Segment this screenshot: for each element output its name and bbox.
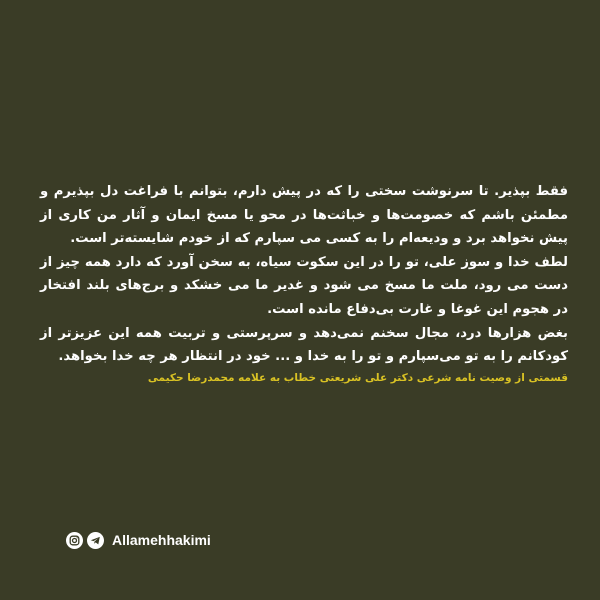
telegram-icon[interactable] <box>87 532 104 549</box>
handle-text: Allamehhakimi <box>112 532 211 548</box>
instagram-icon[interactable] <box>66 532 83 549</box>
social-handle <box>66 528 211 552</box>
source-caption: قسمتی از وصیت نامه شرعی دکتر علی شریعتی خطاب به علامه محمدرضا حکیمی <box>147 372 568 384</box>
quote-text <box>40 180 568 369</box>
quote-paragraph-1: فقط بپذیر. تا سرنوشت سختی را که در پیش دارم، بتوانم با فراغت دل بپذیرم و مطمئن باشم که خصومت‌ها و خباثت‌ها در محو یا مسخ ایمان و آثار من کاری از پیش نخواهد برد و ودیعه‌ام را به کسی می سپارم که از خودم شایسته‌تر است. <box>40 184 568 247</box>
quote-paragraph-3: بغض هزارها درد، مجال سخنم نمی‌دهد و سرپرستی و تربیت همه این عزیزتر از کودکانم را به تو می‌سپارم و تو را به خدا و ... خود در انتظار هر چه خدا بخواهد. <box>40 325 568 365</box>
quote-paragraph-2: لطف خدا و سوز علی، تو را در این سکوت سیاه، به سخن آورد که دارد همه چیز از دست می رود، ملت ما مسخ می شود و غدیر ما می خشکد و برج‌های بلند افتخار در هجوم این غوغا و غارت بی‌دفاع مانده است. <box>40 254 568 317</box>
